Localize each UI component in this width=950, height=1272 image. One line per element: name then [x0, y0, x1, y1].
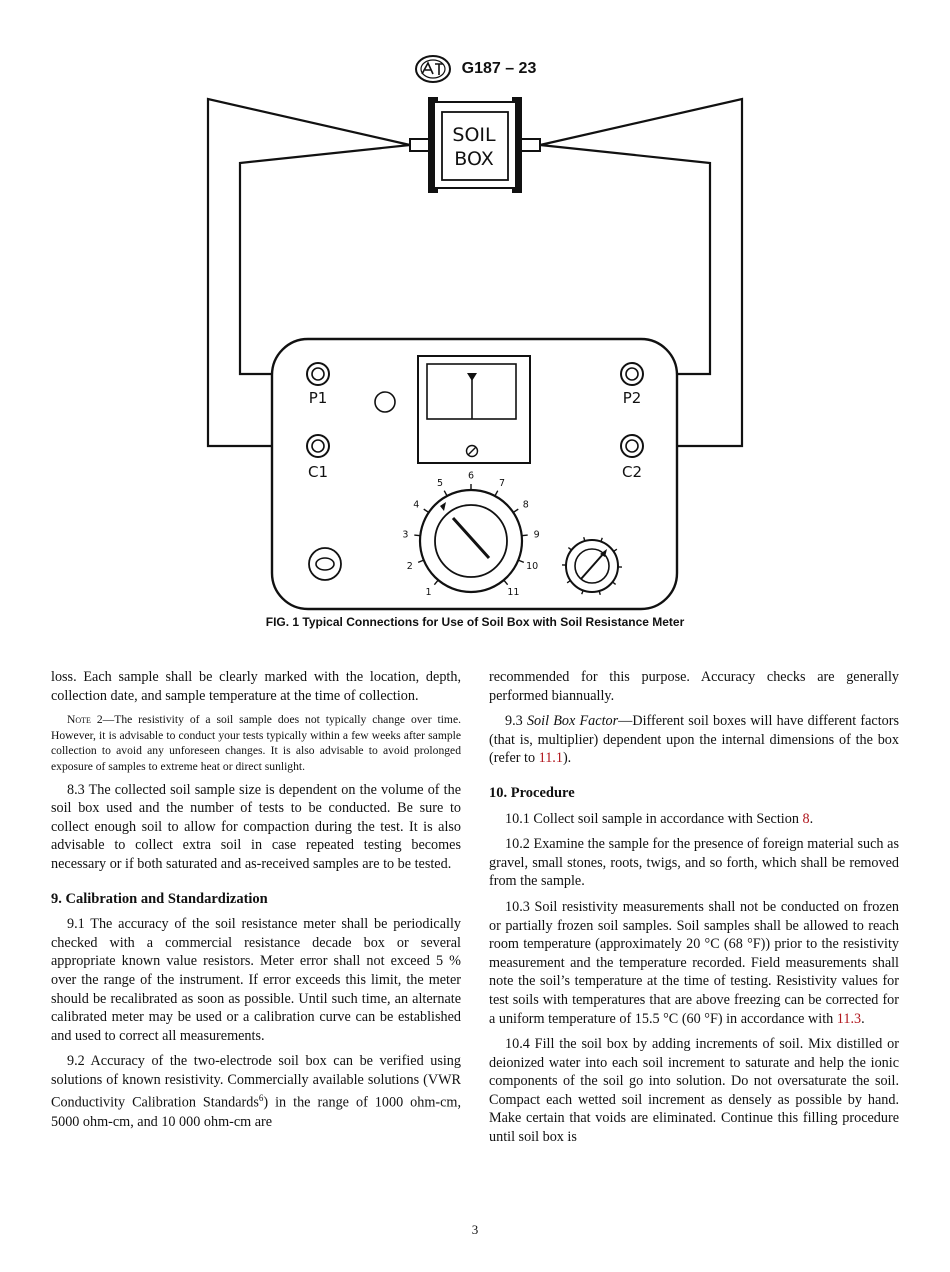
paragraph-9-3: [489, 712, 899, 768]
dial-number: 9: [533, 529, 540, 541]
paragraph-8-2-continued: loss. Each sample shall be clearly marked with the location, depth, collection date, and sample temperature at the time of collection.: [51, 669, 461, 704]
section-heading-10: 10. Procedure: [489, 784, 575, 801]
note-label: Note: [67, 713, 91, 727]
dial-tick: [414, 535, 420, 536]
document-designation: G187 – 23: [461, 60, 537, 77]
soil-box: [410, 97, 540, 193]
paragraph-9-2-text: 9.2 Accuracy of the two-electrode soil box can be verified using solutions of known resistivity. Commercially available solutions (VWR Conductivity Calibration Standards: [51, 1053, 461, 1112]
paragraph-9-3-text: —Different soil boxes will have different factors (that is, multiplier) dependent upon the internal dimensions of the box (refer to: [489, 713, 899, 767]
dial-number: 3: [402, 529, 409, 541]
paragraph-10-1-end: .: [809, 810, 814, 827]
paragraph-9-3-title: Soil Box Factor: [526, 713, 619, 730]
dial-number: 6: [467, 470, 475, 482]
paragraph-9-2-continued: recommended for this purpose. Accuracy checks are generally performed biannually.: [489, 669, 899, 704]
right-column: [489, 668, 899, 1154]
soil-box-label-line2: BOX: [454, 148, 494, 170]
indicator-light: [375, 392, 395, 412]
dial-number: 1: [425, 587, 432, 599]
fuse-holder: [309, 548, 341, 580]
terminal-c1-label: C1: [307, 463, 329, 481]
page-header: [0, 54, 950, 84]
dial-tick: [522, 535, 528, 536]
dial-number: 11: [507, 587, 520, 599]
paragraph-10-3-text: 10.3 Soil resistivity measurements shall not be conducted on frozen or partially frozen soil samples. Soil samples shall be allowed to reach room temperature (approximately 20 °C (68 °F)) prior to the resistivity measurement and the temperature recorded. Field measurements shall note the soil’s temperature at the time of testing. Resistivity values for test soils with temperatures that are above freezing can be corrected for a uniform temperature of 15.5 °C (60 °F) in accordance with: [489, 898, 899, 1027]
soil-box-label-line1: SOIL: [452, 124, 496, 146]
paragraph-9-1: 9.1 The accuracy of the soil resistance meter shall be periodically checked with a commercial resistance decade box or several appropriate known value resistors. Meter error shall not exceed 5 % over the range of the instrument. If error exceeds this limit, the meter should be recalibrated as soon as possible. Until such time, an alternate calibrated meter may be used or a calibration curve can be established and used to correct all measurements.: [51, 916, 461, 1044]
note-2: [51, 712, 461, 774]
paragraph-10-1-text: 10.1 Collect soil sample in accordance with Section: [505, 810, 803, 827]
ref-link-11-1[interactable]: 11.1: [538, 750, 563, 767]
footnote-6-marker[interactable]: 6: [258, 1093, 264, 1104]
paragraph-10-3: [489, 898, 899, 1028]
paragraph-10-2: 10.2 Examine the sample for the presence of foreign material such as gravel, small stones, roots, twigs, and so forth, which shall be removed from the sample.: [489, 836, 899, 890]
paragraph-9-2-text-end: ) in the range of 1000 ohm-cm, 5000 ohm-cm, and 10 000 ohm-cm are: [51, 1095, 461, 1130]
dial-number: 4: [413, 499, 420, 511]
paragraph-8-3: 8.3 The collected soil sample size is dependent on the volume of the soil box used and the number of tests to be conducted. Be sure to collect enough soil to allow for compaction during the test. It is also advisable to collect extra soil in case repeated testing becomes necessary or if both saturated and as-received samples are to be tested.: [51, 781, 461, 872]
paragraph-10-1: [489, 810, 899, 829]
terminal-p2-label: P2: [622, 389, 642, 407]
dial-number: 5: [436, 478, 444, 490]
resistance-meter: [272, 339, 677, 609]
meter-display: [418, 356, 530, 463]
ref-link-11-3[interactable]: 11.3: [836, 1010, 862, 1027]
dial-number: 7: [498, 478, 506, 490]
note-text: 2—The resistivity of a soil sample does not typically change over time. However, it is advisable to conduct your tests typically within a few weeks after sample collection to avoid any unforeseen changes. It is also advisable to avoid prolonged exposure of samples to extreme heat or direct sunlight.: [51, 713, 461, 773]
page-number: 3: [471, 1222, 479, 1237]
paragraph-9-3-end: ).: [562, 750, 572, 767]
terminal-c2-label: C2: [621, 463, 643, 481]
terminal-p1-label: P1: [308, 389, 328, 407]
soil-box-connection-figure: [190, 88, 760, 613]
section-heading-9: 9. Calibration and Standardization: [51, 890, 268, 907]
dial-number: 2: [406, 561, 413, 573]
dial-number: 10: [526, 561, 539, 573]
left-column: [51, 668, 461, 1138]
ref-link-section-8[interactable]: 8: [802, 810, 810, 827]
paragraph-9-2: [51, 1052, 461, 1131]
dial-number: 8: [522, 499, 529, 511]
figure-caption: FIG. 1 Typical Connections for Use of Soil Box with Soil Resistance Meter: [265, 615, 685, 629]
astm-logo-icon: [414, 54, 452, 84]
paragraph-10-3-end: .: [861, 1010, 865, 1027]
paragraph-10-4: 10.4 Fill the soil box by adding increments of soil. Mix distilled or deionized water into each soil increment to saturate and help the ionic components of the soil go into solution. Do not oversaturate the soil. Compact each wetted soil increment as densely as possible by hand. Make certain that voids are eliminated. Continue this filling procedure until soil box is: [489, 1036, 899, 1146]
paragraph-9-3-number: 9.3: [505, 713, 527, 730]
